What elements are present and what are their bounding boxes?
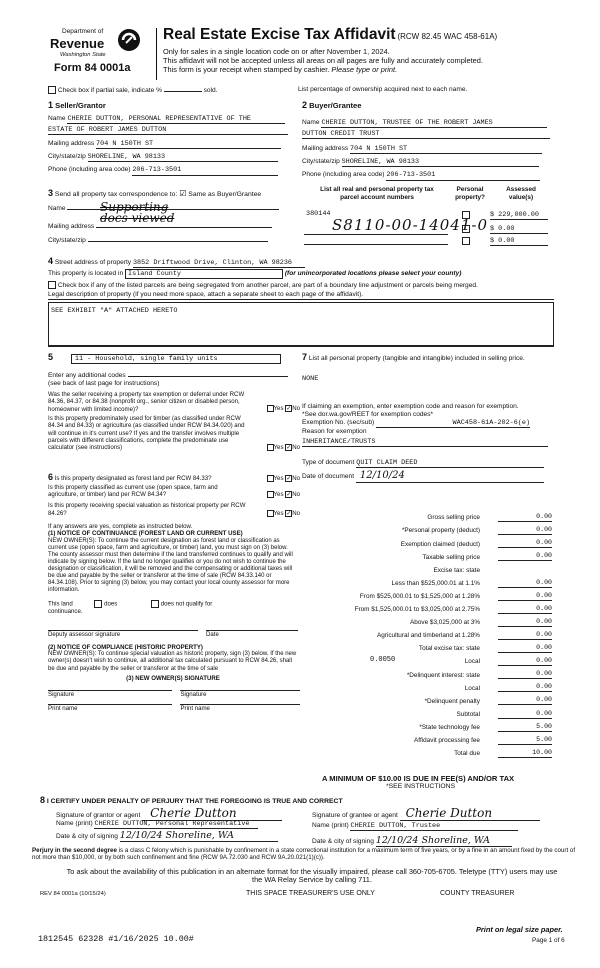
tax-row-value[interactable]: 0.00: [498, 605, 552, 614]
no-label: No: [292, 444, 300, 452]
grantor-name-field[interactable]: CHERIE DUTTON, Personal Representative: [94, 820, 258, 829]
treasurer-space: THIS SPACE TREASURER'S USE ONLY: [246, 890, 375, 897]
street-label: Street address of property: [54, 259, 132, 266]
personal-property-field[interactable]: NONE: [302, 374, 319, 383]
s6-q3-answers: [267, 510, 300, 517]
s6-q2-answers: [267, 491, 300, 498]
tax-row: [302, 564, 552, 574]
rev-code: REV 84 0001a (10/15/24): [40, 891, 106, 897]
tax-row-label: From $1,525,000.01 to $3,025,000 at 2.75%: [354, 606, 480, 613]
tax-row: [302, 709, 552, 719]
deputy-date-label: Date: [206, 630, 219, 638]
s6-q3-yes-checkbox[interactable]: [267, 510, 274, 517]
tax-row: [302, 538, 552, 548]
parcel-col-account: List all real and personal property tax parcel account numbers: [320, 186, 434, 201]
print-name-label: Print name: [48, 705, 78, 713]
s5-q1-text: Was the seller receiving a property tax exemption or deferral under RCW 84.36, 84.37, or 84.38 (nonprofit org., senior citizen or disabled person, homeowner with limited income)?: [48, 390, 245, 413]
tax-row-label: Above $3,025,000 at 3%: [410, 619, 480, 627]
grantee-signature-row: [312, 806, 540, 821]
county-note: (for unincorporated locations please select your county): [284, 270, 462, 278]
s6-q1-no-checkbox[interactable]: ✓: [286, 476, 292, 483]
tax-row-value[interactable]: 0.00: [498, 670, 552, 679]
tax-row: [302, 512, 552, 522]
tax-row-label: Total excise tax: state: [418, 645, 480, 653]
buyer-city-label: City/state/zip: [302, 158, 340, 166]
tax-row: [302, 604, 552, 614]
same-as-buyer-checkbox[interactable]: ☑: [179, 189, 187, 198]
grantee-name-field[interactable]: CHERIE DUTTON, Trustee: [350, 822, 518, 831]
tax-row: [302, 617, 552, 627]
tax-row-value[interactable]: 0.00: [498, 631, 552, 640]
stamp-supporting: Supporting: [100, 200, 169, 215]
tax-row-value[interactable]: 0.00: [498, 696, 552, 705]
s5-q1-yes-checkbox[interactable]: [267, 405, 274, 412]
reason-label: Reason for exemption: [302, 428, 367, 436]
yes-label: Yes: [273, 444, 284, 452]
yes-label: Yes: [273, 475, 284, 483]
s6-q1-answers: [267, 475, 300, 482]
tax-row-value[interactable]: 5.00: [498, 736, 552, 745]
doc-type-field[interactable]: QUIT CLAIM DEED: [356, 459, 544, 468]
county-treasurer: COUNTY TREASURER: [440, 890, 515, 897]
grantee-signature-field[interactable]: Cherie Dutton: [400, 806, 540, 821]
tax-row: [302, 656, 552, 666]
segregated-label: Check box if any of the listed parcels are being segregated from another parcel, are part of a boundary line adjustment or parcels being merged.: [57, 282, 478, 290]
located-label: This property is located in: [48, 270, 124, 278]
seller-city-field[interactable]: SHORELINE, WA 98133: [88, 153, 278, 162]
grantee-date-row: [312, 835, 512, 847]
does-label: does: [104, 600, 118, 608]
tax-row-value[interactable]: 0.00: [498, 526, 552, 535]
section6: [48, 472, 300, 713]
section7: [302, 352, 552, 483]
land-use-select[interactable]: 11 - Household, single family units: [71, 354, 281, 364]
grantee-name-row: [312, 822, 518, 831]
no-label: No: [292, 509, 300, 517]
tax-row-value[interactable]: 0.00: [498, 644, 552, 653]
street-address-field[interactable]: 3852 Driftwood Drive, Clinton, WA 98236: [133, 259, 305, 268]
s5-q2-yes-checkbox[interactable]: [267, 444, 274, 451]
stamp-docs-viewed: docs viewed: [100, 211, 175, 226]
tax-row: [302, 695, 552, 705]
s7-heading: [302, 352, 552, 363]
parcel-account-line-1: [304, 234, 448, 235]
new-owner-signature-2[interactable]: [180, 690, 300, 698]
tax-row: [302, 578, 552, 588]
s7-text: List all personal property (tangible and intangible) included in selling price.: [308, 355, 525, 362]
page-number: Page 1 of 6: [532, 937, 565, 944]
buyer-phone-label: Phone (including area code): [302, 171, 385, 179]
parcel-personal-checkbox-2[interactable]: [462, 225, 470, 233]
seller-phone-field[interactable]: 206-713-3501: [132, 166, 278, 175]
buyer-heading-text: Buyer/Grantee: [309, 101, 362, 110]
section-divider: [48, 346, 554, 347]
tax-row-value[interactable]: 0.00: [498, 618, 552, 627]
parcel-assessed-1[interactable]: $ 229,000.00: [490, 211, 548, 220]
s6-q1: [48, 472, 300, 483]
correspondence-section: [48, 188, 298, 245]
grantee-name-label: Name (print): [312, 822, 349, 829]
grantor-name-label: Name (print): [56, 820, 93, 827]
tax-row-label: *Personal property (deduct): [401, 527, 480, 535]
perjury-bold: Perjury in the second degree: [32, 847, 117, 854]
grantor-sig-label: Signature of grantor or agent: [56, 812, 141, 819]
local-rate: 0.0050: [370, 656, 396, 665]
seller-name-field[interactable]: CHERIE DUTTON, PERSONAL REPRESENTATIVE OF THE: [67, 115, 285, 124]
perjury-notice: [32, 847, 578, 861]
tax-row-label: Excise tax: state: [433, 566, 480, 574]
tax-row: [302, 682, 552, 692]
see-instructions: *SEE INSTRUCTIONS: [386, 783, 456, 790]
grantee-date-label: Date & city of signing: [312, 838, 374, 845]
corr-city-field[interactable]: [88, 241, 268, 242]
exemption-text: If claiming an exemption, enter exemption code and reason for exemption. *See dor.wa.gov/REET for exemption codes*: [302, 403, 519, 418]
continuance-label: continuance.: [48, 608, 83, 616]
deputy-label: Deputy assessor signature: [48, 630, 121, 638]
buyer-address-field[interactable]: 704 N 150TH ST: [350, 145, 542, 154]
buyer-name-field[interactable]: CHERIE DUTTON, TRUSTEE OF THE ROBERT JAMES: [321, 119, 547, 128]
section6-num: 6: [48, 472, 54, 482]
seller-city-label: City/state/zip: [48, 153, 86, 161]
parcel-assessed-2[interactable]: $ 0.00: [490, 225, 548, 234]
codes-label: Enter any additional codes: [48, 372, 126, 380]
county-select[interactable]: Island County: [125, 269, 283, 279]
deputy-row: [48, 630, 300, 638]
seller-section: [48, 100, 293, 176]
dept-line3: Washington State: [60, 52, 106, 58]
ownership-label: List percentage of ownership acquired next to each name.: [298, 86, 468, 93]
grantor-date-row: [56, 830, 278, 842]
deputy-date-field[interactable]: [206, 630, 298, 638]
parcel-handwritten-1: S8110-00-14041-0: [332, 216, 489, 234]
yes-label: Yes: [273, 491, 284, 499]
tax-row: [302, 748, 552, 758]
parcel-col-assessed: Assessed value(s): [506, 186, 536, 201]
accessibility-note: To ask about the availability of this publication in an alternate format for the visually impaired, please call 360-705-6705. Teletype (TTY) users may use the WA Relay Service by calling 711.: [66, 867, 558, 885]
certify-text: I CERTIFY UNDER PENALTY OF PERJURY THAT THE FOREGOING IS TRUE AND CORRECT: [46, 798, 343, 805]
new-owner-print-2[interactable]: [180, 704, 300, 712]
partial-sold-label: sold.: [203, 86, 218, 94]
perjury-text: is a class C felony which is punishable by confinement in a state correctional institution for a maximum term of five years, or by a fine in an amount fixed by the court of not more than $10,000, or by both such confinement and fine (RCW 9A.72.030 and RCW 9A.20.021(1)(c)).: [32, 847, 576, 862]
dept-line1: Department of: [62, 28, 104, 35]
tax-row: [302, 735, 552, 745]
notice1-title: (1) NOTICE OF CONTINUANCE (FOREST LAND OR CURRENT USE): [48, 530, 243, 538]
tax-row: [302, 551, 552, 561]
form-number: Form 84 0001a: [54, 62, 131, 74]
s6-instructions: If any answers are yes, complete as instructed below.: [48, 523, 193, 531]
doc-date-row: [302, 470, 552, 483]
tax-row-label: Taxable selling price: [422, 553, 480, 561]
doc-type-label: Type of document: [302, 459, 355, 467]
new-owner-print-1[interactable]: [48, 704, 172, 712]
new-owner-signature-1[interactable]: [48, 690, 172, 698]
seller-heading-text: Seller/Grantor: [55, 101, 106, 110]
s5-q1-answers: [267, 405, 300, 412]
s6-q1-yes-checkbox[interactable]: [267, 475, 274, 482]
tax-row-value[interactable]: 0.00: [498, 539, 552, 548]
s6-q3: [48, 502, 300, 517]
tax-row-value[interactable]: 0.00: [498, 552, 552, 561]
parcel-account-1[interactable]: 380144: [306, 210, 331, 218]
s6-q2-no-checkbox[interactable]: ✓: [286, 492, 292, 498]
does-not-label: does not qualify for: [160, 600, 213, 608]
notice1-text: NEW OWNER(S): To continue the current designation as forest land or classification as current use (open space, farm and agriculture, or timber) land, you must sign on (3) below. The county assessor must then determine if the land transferred continues to qualify and will indicate by signing below. If the land no longer qualifies or you do not wish to continue the designation or classification, it will be removed and the compensating or additional taxes will be due and payable by the seller or transferor at the time of sale (RCW 84.33.140 or 84.34.108). Prior to signing (3) below, you may contact your local county assessor for more information.: [48, 537, 293, 594]
buyer-name-label: Name: [302, 118, 320, 126]
dor-logo: [22, 22, 152, 74]
parcel-account-3[interactable]: [304, 244, 448, 245]
correspondence-num: 3: [48, 188, 54, 198]
correspondence-label: Send all property tax correspondence to:: [54, 191, 178, 198]
grantor-signature-field[interactable]: Cherie Dutton: [142, 806, 282, 821]
s6-q2-text: Is this property classified as current use (open space, farm and agriculture, or timber) land per RCW 84.34?: [48, 483, 218, 499]
seller-name-label: Name: [48, 114, 66, 122]
qualify-row: [48, 600, 300, 608]
seller-heading: [48, 100, 293, 111]
partial-sale-checkbox[interactable]: [48, 86, 56, 94]
corr-address-label: Mailing address: [48, 223, 95, 231]
tax-row-label: From $525,000.01 to $1,525,000 at 1.28%: [359, 592, 480, 600]
partial-percent-field[interactable]: [164, 91, 202, 92]
does-checkbox[interactable]: [94, 600, 102, 608]
grantee-date-field[interactable]: 12/10/24 Shoreline, WA: [376, 835, 512, 847]
seller-name-field-2[interactable]: ESTATE OF ROBERT JAMES DUTTON: [48, 126, 288, 135]
seller-address-label: Mailing address: [48, 140, 95, 148]
corr-name-label: Name: [48, 205, 66, 213]
form-statute: (RCW 82.45 WAC 458-61A): [397, 32, 498, 41]
exemption-no-row: [302, 419, 552, 428]
tax-row-value[interactable]: 0.00: [498, 592, 552, 601]
tax-row-label: *State technology fee: [419, 723, 480, 731]
tax-row-label: Local: [464, 658, 480, 666]
reason-field[interactable]: INHERITANCE/TRUSTS: [302, 438, 548, 447]
new-owner-names: [48, 704, 300, 712]
tax-row-value[interactable]: 0.00: [498, 579, 552, 588]
buyer-heading: [302, 100, 552, 111]
s5-q1-no-checkbox[interactable]: ✓: [286, 406, 292, 413]
no-label: No: [292, 405, 300, 413]
header-divider: [156, 28, 157, 80]
tax-row-value[interactable]: 10.00: [498, 749, 552, 758]
tax-row-label: Subtotal: [456, 710, 480, 718]
tax-row: [302, 525, 552, 535]
tax-row-value[interactable]: 5.00: [498, 723, 552, 732]
grantor-date-label: Date & city of signing: [56, 833, 118, 840]
form-title: Real Estate Excise Tax Affidavit: [163, 26, 396, 43]
doc-date-field[interactable]: 12/10/24: [356, 470, 544, 483]
codes-note: (see back of last page for instructions): [48, 380, 160, 388]
tax-row: [302, 591, 552, 601]
parcel-col-personal: Personal property?: [455, 186, 485, 201]
s6-q3-no-checkbox[interactable]: ✓: [286, 510, 292, 517]
header-note-3b: Please type or print.: [331, 65, 398, 74]
header-note-3a: This form is your receipt when stamped by cashier.: [163, 65, 330, 74]
parcel-personal-checkbox-3[interactable]: [462, 237, 470, 245]
revenue-swirl-icon: [116, 27, 142, 53]
corr-address-field[interactable]: [96, 227, 272, 228]
tax-row-label: Affidavit processing fee: [414, 737, 480, 744]
s6-q3-text: Is this property receiving special valuation as historical property per RCW 84.26?: [48, 502, 246, 517]
partial-sale-row: [48, 86, 218, 95]
tax-row: [302, 722, 552, 732]
street-num: 4: [48, 256, 54, 266]
new-owner-signatures: [48, 690, 300, 698]
header-note-3: [163, 66, 397, 75]
grantor-name-row: [56, 820, 258, 829]
header-note-2: This affidavit will not be accepted unless all areas on all pages are fully and accurately completed.: [163, 56, 483, 65]
deputy-signature-field[interactable]: [48, 630, 198, 638]
signature-label: Signature: [48, 691, 75, 699]
tax-row-label: Total due: [454, 750, 480, 758]
legal-paper-note: Print on legal size paper.: [476, 925, 563, 934]
tax-row-label: Local: [464, 684, 480, 692]
s6-q1-text: Is this property designated as forest land per RCW 84.33?: [54, 475, 212, 482]
s5-q2-text: Is this property predominately used for timber (as classified under RCW 84.34 and 84.33) or agriculture (as classified under RCW 84.34.020) and will continue in it's current use? If yes and the transfer involves multiple parcels with different classifications, complete the predominate use calculator (see instructions): [48, 414, 245, 452]
no-label: No: [292, 491, 300, 499]
buyer-name-field-2[interactable]: DUTTON CREDIT TRUST: [302, 130, 550, 139]
minimum-due: A MINIMUM OF $10.00 IS DUE IN FEE(S) AND/OR TAX: [322, 774, 515, 783]
corr-city-label: City/state/zip: [48, 236, 86, 244]
seller-phone-label: Phone (including area code): [48, 166, 131, 174]
does-not-checkbox[interactable]: [151, 600, 159, 608]
header-note-1: Only for sales in a single location code on or after November 1, 2024.: [163, 47, 390, 56]
tax-row-value[interactable]: 0.00: [498, 657, 552, 666]
notice3-title: (3) NEW OWNER(S) SIGNATURE: [126, 674, 220, 682]
section7-num: 7: [302, 352, 308, 362]
title-row: [163, 26, 497, 45]
this-land-label: This land: [48, 600, 73, 608]
seller-num: 1: [48, 100, 54, 110]
tax-row-label: *Delinquent interest: state: [406, 671, 480, 679]
receipt-stamp: 1812545 62328 #1/16/2025 10.00#: [38, 934, 194, 944]
codes-field[interactable]: [128, 376, 288, 377]
parcel-assessed-3[interactable]: $ 0.00: [490, 237, 548, 246]
grantor-date-field[interactable]: 12/10/24 Shoreline, WA: [120, 830, 278, 842]
yes-label: Yes: [273, 509, 284, 517]
s5-q2-no-checkbox[interactable]: ✓: [286, 445, 292, 452]
tax-row-value[interactable]: 0.00: [498, 683, 552, 692]
dept-line2: Revenue: [50, 36, 105, 51]
same-as-buyer-label: Same as Buyer/Grantee: [188, 191, 262, 198]
doc-date-label: Date of document: [302, 473, 355, 481]
grantee-sig-label: Signature of grantee or agent: [312, 812, 398, 819]
section5-num: 5: [48, 352, 54, 362]
no-label: No: [292, 475, 300, 483]
certify-num: 8: [40, 795, 46, 805]
yes-label: Yes: [273, 405, 284, 413]
tax-row-label: *Delinquent penalty: [424, 697, 480, 705]
tax-row: [302, 630, 552, 640]
signature-label: Signature: [180, 691, 207, 699]
notice2-text: NEW OWNER(S): To continue special valuation as historic property, sign (3) below. If the new owner(s) doesn't wish to continue, all additional tax calculated pursuant to RCW 84.26, shall be due and payable by the seller or transferor at the time of sale: [48, 651, 297, 672]
street-section: [48, 256, 554, 346]
s6-q2: [48, 484, 300, 499]
buyer-city-field[interactable]: SHORELINE, WA 98133: [342, 158, 539, 167]
partial-sale-label: Check box if partial sale, indicate %: [57, 86, 162, 94]
exemption-no-label: Exemption No. (sec/sub): [302, 418, 375, 426]
parcel-personal-checkbox-1[interactable]: [462, 211, 470, 219]
segregated-checkbox[interactable]: [48, 281, 56, 289]
s5-q2-answers: [267, 444, 300, 451]
buyer-address-label: Mailing address: [302, 145, 349, 153]
seller-address-field[interactable]: 704 N 150TH ST: [96, 140, 281, 149]
tax-row-value[interactable]: 0.00: [498, 513, 552, 522]
tax-row-label: Gross selling price: [427, 514, 480, 522]
tax-row-value[interactable]: 0.00: [498, 710, 552, 719]
exemption-no-field[interactable]: WAC458-61A-202-6(e): [376, 419, 530, 428]
doc-type-row: [302, 459, 552, 468]
s5-q2: [48, 415, 300, 452]
buyer-section: [302, 100, 552, 181]
s6-q2-yes-checkbox[interactable]: [267, 491, 274, 498]
correspondence-heading: [48, 188, 298, 199]
tax-row: [302, 669, 552, 679]
certify-heading: [40, 795, 343, 806]
section5: [48, 352, 300, 451]
tax-row-label: Less than $525,000.01 at 1.1%: [391, 579, 480, 587]
legal-label: Legal description of property (if you need more space, attach a separate sheet to each page of the affidavit).: [48, 291, 554, 300]
tax-row: [302, 643, 552, 653]
tax-row-label: Exemption claimed (deduct): [400, 540, 480, 548]
legal-description-field[interactable]: SEE EXHIBIT "A" ATTACHED HERETO: [48, 302, 554, 346]
s5-q1: [48, 391, 300, 413]
print-name-label: Print name: [180, 705, 210, 713]
buyer-num: 2: [302, 100, 308, 110]
notice2-title: (2) NOTICE OF COMPLIANCE (HISTORIC PROPERTY): [48, 643, 203, 651]
tax-row-label: Agricultural and timberland at 1.28%: [376, 632, 480, 640]
buyer-phone-field[interactable]: 206-713-3501: [386, 171, 540, 180]
